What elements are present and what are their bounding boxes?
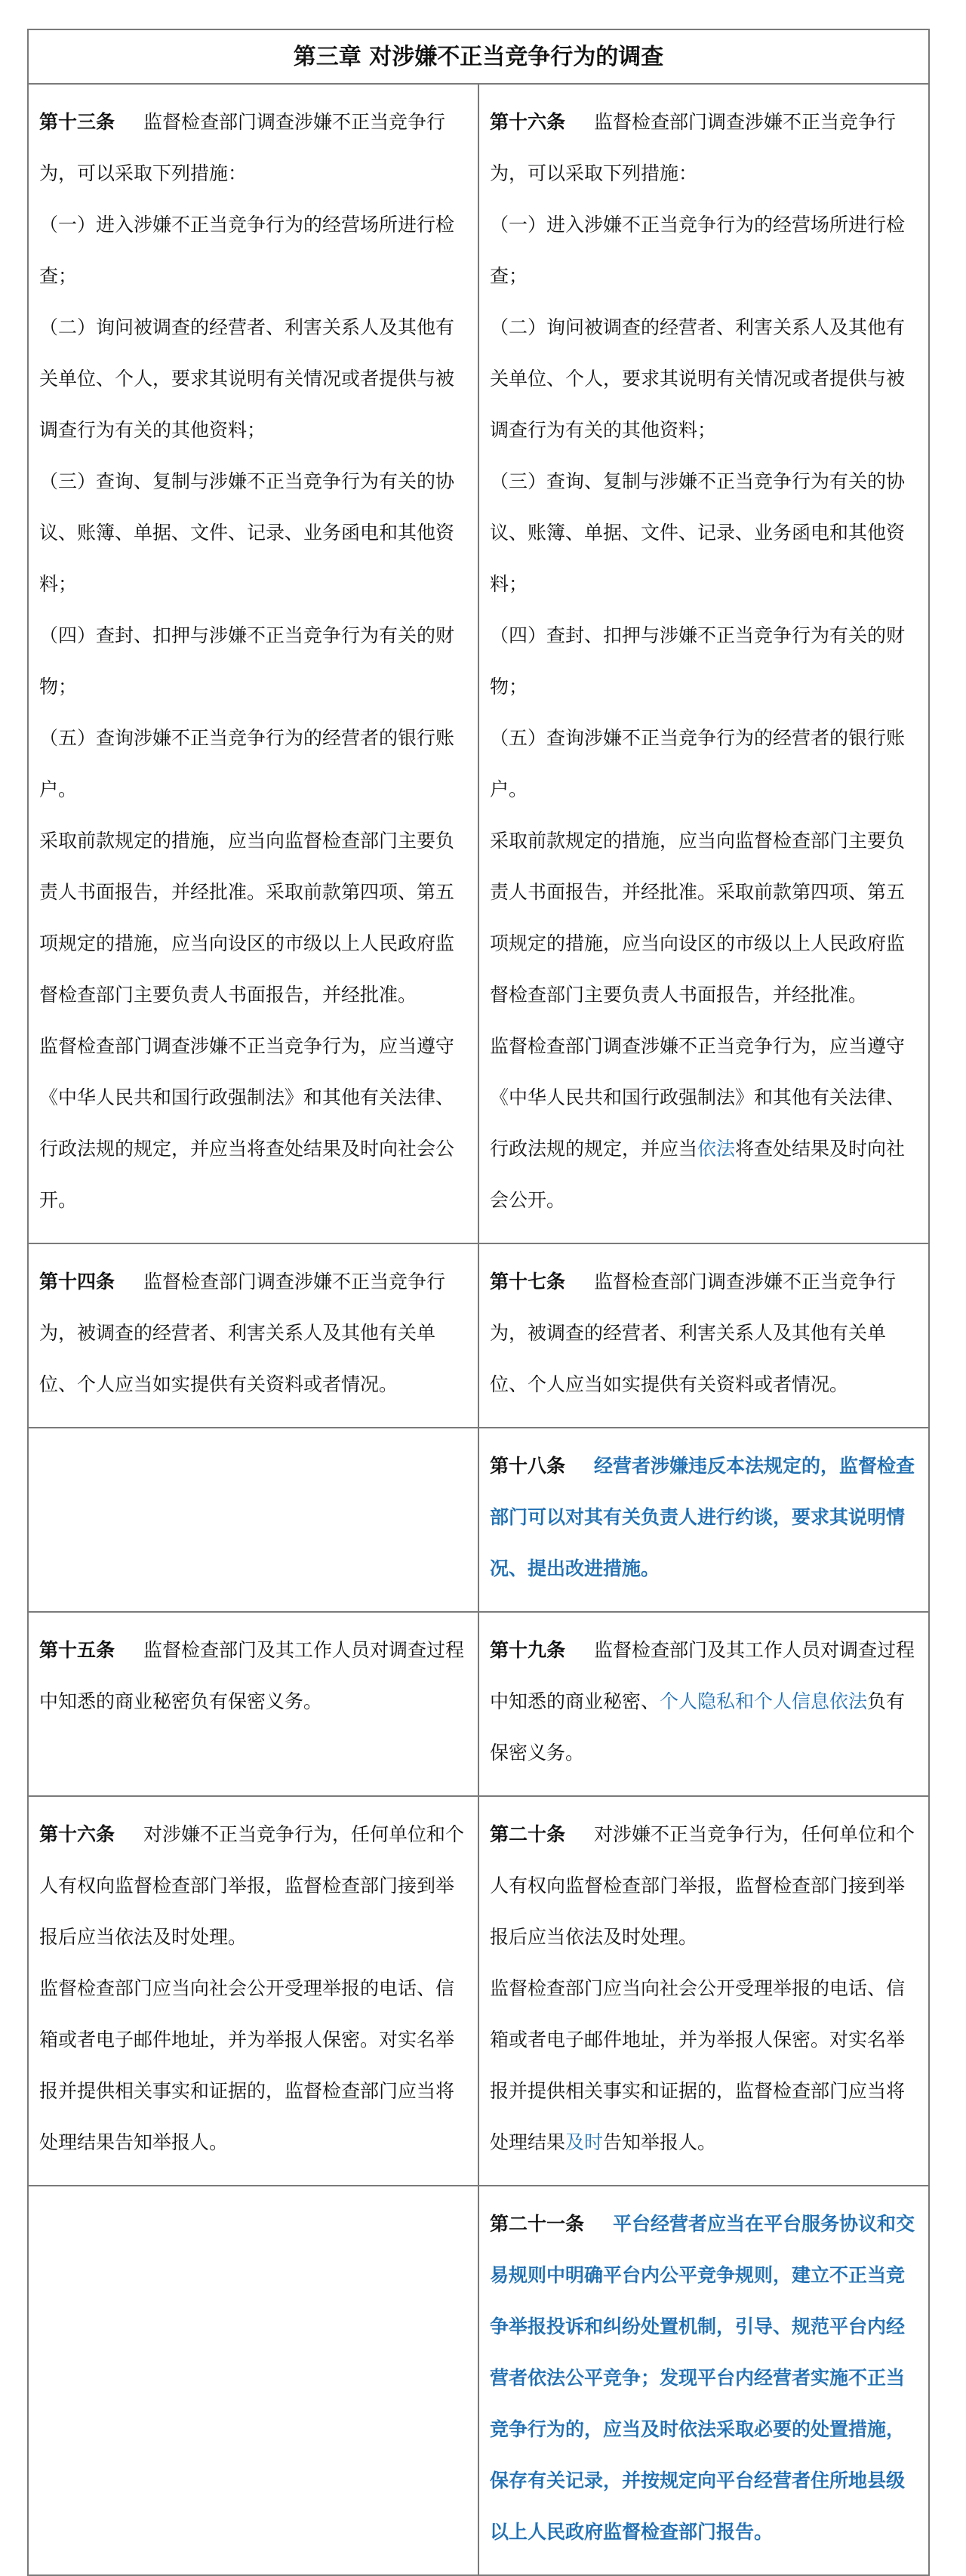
paragraph: （四）查封、扣押与涉嫌不正当竞争行为有关的财物； <box>39 624 455 698</box>
article-number: 第十五条 <box>39 1639 115 1661</box>
paragraph <box>490 1441 918 1595</box>
paragraph-text: 监督检查部门及其工作人员对调查过程中知悉的商业秘密负有保密义务。 <box>39 1639 465 1712</box>
paragraph: （二）询问被调查的经营者、利害关系人及其他有关单位、个人，要求其说明有关情况或者提供与被调查行为有关的其他资料； <box>490 316 906 441</box>
table-row <box>28 1612 929 1796</box>
paragraph: （二）询问被调查的经营者、利害关系人及其他有关单位、个人，要求其说明有关情况或者提供与被调查行为有关的其他资料； <box>39 316 455 441</box>
paragraph: （一）进入涉嫌不正当竞争行为的经营场所进行检查； <box>490 214 906 287</box>
paragraph <box>39 97 467 199</box>
amended-text: 依法 <box>697 1138 736 1160</box>
paragraph: 监督检查部门调查涉嫌不正当竞争行为，应当遵守《中华人民共和国行政强制法》和其他有关法律、行政法规的规定，并应当将查处结果及时向社会公开。 <box>39 1035 455 1211</box>
paragraph <box>490 2199 918 2558</box>
law-comparison-table <box>27 29 930 2576</box>
paragraph <box>490 1256 918 1410</box>
table-row <box>28 1428 929 1612</box>
paragraph <box>39 1809 467 1963</box>
chapter-title: 第三章 对涉嫌不正当竞争行为的调查 <box>28 29 929 84</box>
chapter-title-row <box>28 29 929 84</box>
paragraph <box>490 1625 918 1779</box>
article-number: 第十三条 <box>39 111 115 133</box>
new-article-18-cell <box>478 1428 929 1612</box>
added-text: 经营者涉嫌违反本法规定的，监督检查部门可以对其有关负责人进行约谈，要求其说明情况、提出改进措施。 <box>490 1455 915 1579</box>
paragraph-text: 将查处结果及时向社会公开。 <box>490 1138 906 1211</box>
paragraph-text: 对涉嫌不正当竞争行为，任何单位和个人有权向监督检查部门举报，监督检查部门接到举报后应当依法及时处理。 <box>490 1823 915 1948</box>
old-article-13-cell <box>28 84 478 1243</box>
article-number: 第十九条 <box>490 1639 566 1661</box>
paragraph: 采取前款规定的措施，应当向监督检查部门主要负责人书面报告，并经批准。采取前款第四项、第五项规定的措施，应当向设区的市级以上人民政府监督检查部门主要负责人书面报告，并经批准。 <box>490 830 906 1006</box>
paragraph: （一）进入涉嫌不正当竞争行为的经营场所进行检查； <box>39 214 455 287</box>
paragraph <box>490 1963 918 2168</box>
paragraph-text: 监督检查部门调查涉嫌不正当竞争行为，被调查的经营者、利害关系人及其他有关单位、个人应当如实提供有关资料或者情况。 <box>490 1271 897 1395</box>
amended-text: 及时 <box>565 2131 604 2153</box>
paragraph: （四）查封、扣押与涉嫌不正当竞争行为有关的财物； <box>490 624 906 698</box>
empty-cell <box>28 2186 478 2575</box>
paragraph-text: 负有保密义务。 <box>490 1690 906 1764</box>
article-number: 第十六条 <box>490 111 566 133</box>
paragraph: （三）查询、复制与涉嫌不正当竞争行为有关的协议、账簿、单据、文件、记录、业务函电和其他资料； <box>490 470 906 595</box>
article-number: 第十八条 <box>490 1455 566 1477</box>
paragraph <box>490 1021 918 1226</box>
article-number: 第二十条 <box>490 1823 566 1845</box>
table-row <box>28 1796 929 2186</box>
comparison-table-wrapper <box>27 29 930 2576</box>
paragraph-text: 监督检查部门调查涉嫌不正当竞争行为，被调查的经营者、利害关系人及其他有关单位、个人应当如实提供有关资料或者情况。 <box>39 1271 446 1395</box>
paragraph: 采取前款规定的措施，应当向监督检查部门主要负责人书面报告，并经批准。采取前款第四项、第五项规定的措施，应当向设区的市级以上人民政府监督检查部门主要负责人书面报告，并经批准。 <box>39 830 455 1006</box>
table-row <box>28 84 929 1243</box>
article-number: 第十六条 <box>39 1823 115 1845</box>
paragraph-text: 监督检查部门调查涉嫌不正当竞争行为，应当遵守《中华人民共和国行政强制法》和其他有关法律、行政法规的规定，并应当 <box>490 1035 906 1160</box>
paragraph: （三）查询、复制与涉嫌不正当竞争行为有关的协议、账簿、单据、文件、记录、业务函电和其他资料； <box>39 470 455 595</box>
added-text: 平台经营者应当在平台服务协议和交易规则中明确平台内公平竞争规则，建立不正当竞争举报投诉和纠纷处置机制，引导、规范平台内经营者依法公平竞争；发现平台内经营者实施不正当竞争行为的，应当及时依法采取必要的处置措施，保存有关记录，并按规定向平台经营者住所地县级以上人民政府监督检查部门报告。 <box>490 2213 915 2543</box>
new-article-17-cell <box>478 1243 929 1428</box>
paragraph <box>490 97 918 199</box>
paragraph-text: 监督检查部门应当向社会公开受理举报的电话、信箱或者电子邮件地址，并为举报人保密。对实名举报并提供相关事实和证据的，监督检查部门应当将处理结果 <box>490 1977 906 2153</box>
old-article-14-cell <box>28 1243 478 1428</box>
empty-cell <box>28 1428 478 1612</box>
paragraph-text: 对涉嫌不正当竞争行为，任何单位和个人有权向监督检查部门举报，监督检查部门接到举报后应当依法及时处理。 <box>39 1823 465 1948</box>
new-article-21-cell <box>478 2186 929 2575</box>
paragraph-text: 监督检查部门调查涉嫌不正当竞争行为，可以采取下列措施： <box>490 111 897 184</box>
new-article-19-cell <box>478 1612 929 1796</box>
article-number: 第十七条 <box>490 1271 566 1293</box>
new-article-16-cell <box>478 84 929 1243</box>
paragraph-text: 监督检查部门调查涉嫌不正当竞争行为，可以采取下列措施： <box>39 111 446 184</box>
paragraph: （五）查询涉嫌不正当竞争行为的经营者的银行账户。 <box>39 727 455 800</box>
article-number: 第二十一条 <box>490 2213 585 2235</box>
paragraph <box>490 1809 918 1963</box>
old-article-16-cell <box>28 1796 478 2186</box>
old-article-15-cell <box>28 1612 478 1796</box>
table-row <box>28 2186 929 2575</box>
paragraph: （五）查询涉嫌不正当竞争行为的经营者的银行账户。 <box>490 727 906 800</box>
table-row <box>28 1243 929 1428</box>
paragraph <box>39 1625 467 1727</box>
paragraph: 监督检查部门应当向社会公开受理举报的电话、信箱或者电子邮件地址，并为举报人保密。对实名举报并提供相关事实和证据的，监督检查部门应当将处理结果告知举报人。 <box>39 1977 455 2153</box>
paragraph <box>39 1256 467 1410</box>
amended-text: 个人隐私和个人信息依法 <box>660 1690 868 1712</box>
paragraph-text: 监督检查部门及其工作人员对调查过程中知悉的商业秘密、 <box>490 1639 915 1712</box>
article-number: 第十四条 <box>39 1271 115 1293</box>
paragraph-text: 告知举报人。 <box>603 2131 717 2153</box>
new-article-20-cell <box>478 1796 929 2186</box>
